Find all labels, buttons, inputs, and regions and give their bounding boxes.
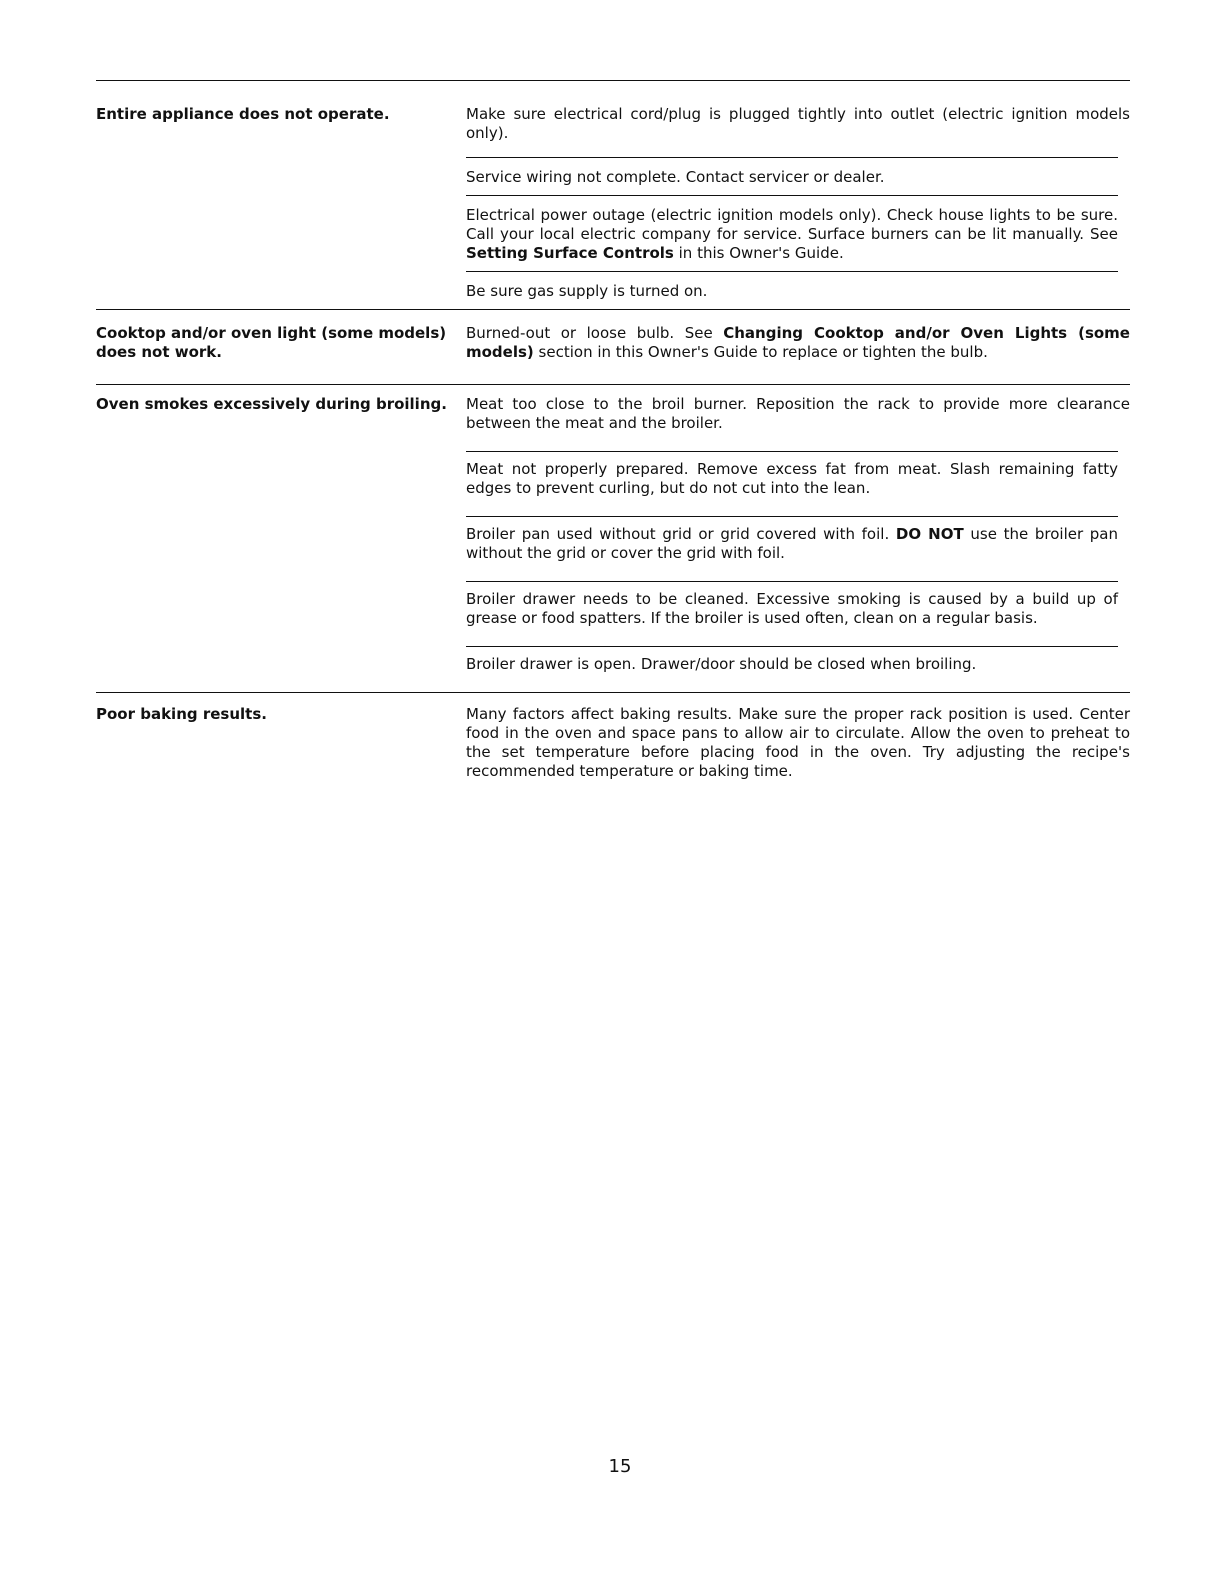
solution-item: Broiler drawer needs to be cleaned. Excessive smoking is caused by a build up of grease or food spatters. If the broiler is used often, clean on a regular basis. [466,581,1118,646]
solutions-list [466,310,1130,384]
troubleshooting-row [96,384,1130,692]
troubleshooting-row [96,80,1130,309]
solution-item [466,195,1118,271]
solution-item: Be sure gas supply is turned on. [466,271,1118,309]
section-reference: Setting Surface Controls [466,244,674,262]
solution-item: Meat not properly prepared. Remove excess fat from meat. Slash remaining fatty edges to prevent curling, but do not cut into the lean. [466,451,1118,516]
solutions-list [466,693,1130,801]
problem-label: Entire appliance does not operate. [96,105,390,123]
solution-text: section in this Owner's Guide to replace or tighten the bulb. [533,343,988,361]
solution-item: Service wiring not complete. Contact servicer or dealer. [466,157,1118,195]
troubleshooting-row [96,692,1130,801]
page-number: 15 [608,1456,632,1477]
solution-item [466,516,1118,581]
solution-item: Meat too close to the broil burner. Reposition the rack to provide more clearance between the meat and the broiler. [466,395,1130,432]
problem-label: Oven smokes excessively during broiling. [96,395,447,413]
solution-text: Broiler pan used without grid or grid covered with foil. [466,525,896,543]
solution-text: in this Owner's Guide. [673,244,844,262]
solutions-list [466,385,1130,692]
problem-label: Cooktop and/or oven light (some models) does not work. [96,324,447,361]
section-reference: Changing Cooktop and/or Oven Lights (some models) [466,324,1130,361]
troubleshooting-table [96,80,1130,801]
solution-item: Broiler drawer is open. Drawer/door should be closed when broiling. [466,646,1118,692]
solution-item: Make sure electrical cord/plug is plugged tightly into outlet (electric ignition models only). [466,105,1130,142]
problem-label: Poor baking results. [96,705,267,723]
solution-item [466,310,1130,384]
troubleshooting-row [96,309,1130,384]
solutions-list [466,81,1130,309]
solution-text: use the broiler pan without the grid or cover the grid with foil. [466,525,1119,562]
solution-item: Many factors affect baking results. Make sure the proper rack position is used. Center food in the oven and space pans to allow air to circulate. Allow the oven to preheat to the set temperature before placing food in the oven. Try adjusting the recipe's recommended temperature or baking time. [466,705,1130,780]
solution-text: Burned-out or loose bulb. See [466,324,724,342]
warning-emphasis: DO NOT [895,525,964,543]
solution-text: Electrical power outage (electric ignition models only). Check house lights to be sure. Call your local electric company for service. Surface burners can be lit manually. See [466,206,1118,243]
